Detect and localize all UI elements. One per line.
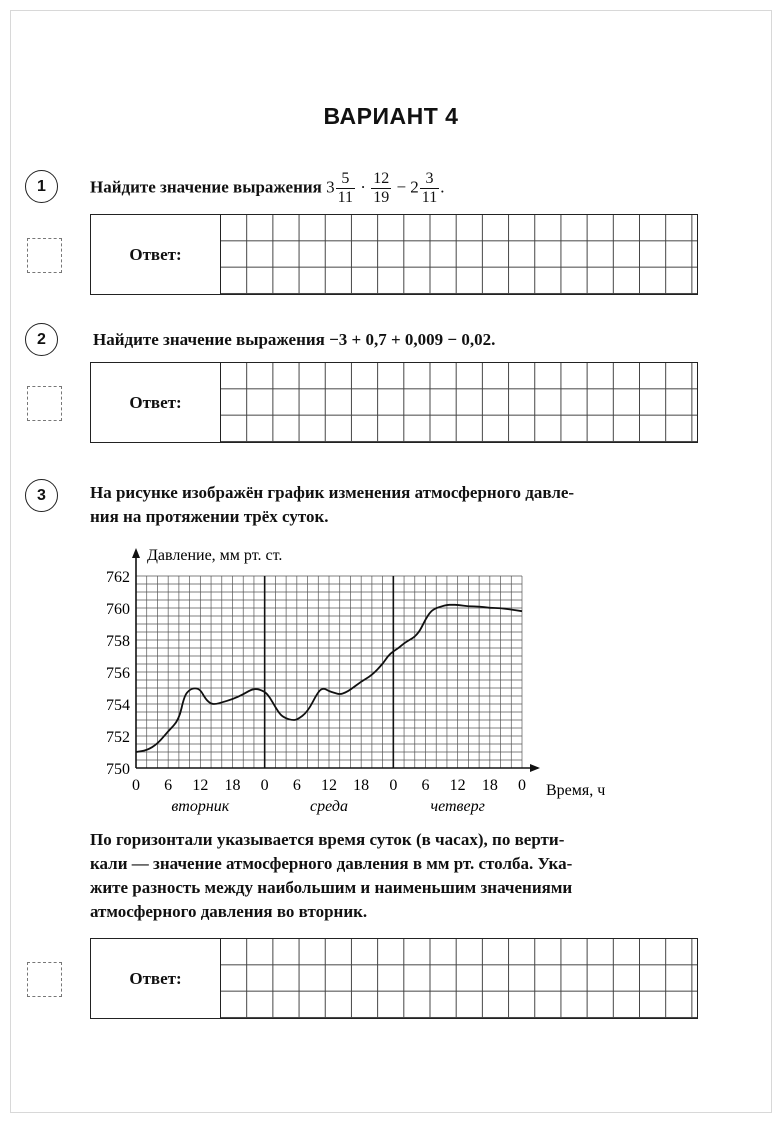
task-1-num3: 3 — [420, 170, 439, 189]
task-3-para-line-3: жите разность между наибольшим и наименьшим значениями — [90, 878, 573, 897]
task-1-num2: 12 — [373, 170, 390, 187]
task-3-para-line-1: По горизонтали указывается время суток (в часах), по верти- — [90, 830, 565, 849]
task-3-line-2: ния на протяжении трёх суток. — [90, 507, 329, 526]
task-number-2: 2 — [25, 323, 58, 356]
task-1-whole1: 3 — [326, 177, 335, 197]
task-3-para-line-2: кали — значение атмосферного давления в мм рт. столба. Ука- — [90, 854, 573, 873]
x-tick-label: 18 — [353, 777, 370, 794]
x-tick-label: 0 — [132, 777, 140, 794]
y-tick-label: 760 — [106, 601, 130, 618]
day-label: среда — [310, 798, 348, 815]
score-box-3 — [27, 962, 62, 997]
x-tick-label: 0 — [518, 777, 526, 794]
x-axis-arrow — [530, 764, 540, 772]
task-1-end: . — [440, 177, 445, 197]
x-tick-label: 6 — [421, 777, 430, 794]
x-tick-label: 18 — [481, 777, 498, 794]
y-axis-arrow — [132, 548, 140, 558]
y-tick-label: 754 — [106, 697, 130, 714]
x-axis-label: Время, ч — [546, 782, 606, 799]
y-tick-label: 758 — [106, 633, 130, 650]
page-title: ВАРИАНТ 4 — [323, 103, 459, 129]
task-3-paragraph — [90, 828, 700, 924]
answer-label-1: Ответ: — [91, 215, 221, 294]
x-tick-label: 12 — [321, 777, 337, 794]
answer-label-2: Ответ: — [91, 363, 221, 442]
task-3-para-line-4: атмосферного давления во вторник. — [90, 902, 368, 921]
task-3-line-1: На рисунке изображён график изменения атмосферного давле- — [90, 483, 575, 502]
task-1-num1: 5 — [336, 170, 355, 189]
x-tick-label: 0 — [260, 777, 269, 794]
task-1-minus: − — [396, 177, 407, 197]
task-2-text: Найдите значение выражения −3 + 0,7 + 0,009 − 0,02. — [93, 330, 496, 349]
x-tick-label: 12 — [449, 777, 466, 794]
task-1-den1: 11 — [337, 189, 354, 206]
day-label: четверг — [430, 798, 485, 815]
task-number-3: 3 — [25, 479, 58, 512]
y-tick-label: 762 — [106, 569, 130, 586]
task-1-whole2: 2 — [410, 177, 419, 197]
task-1-prefix: Найдите значение выражения — [90, 177, 322, 197]
task-number-1: 1 — [25, 170, 58, 203]
y-tick-label: 752 — [106, 729, 130, 746]
x-tick-label: 6 — [292, 777, 301, 794]
task-1-den3: 11 — [421, 189, 438, 206]
task-1-dot: · — [360, 177, 366, 197]
day-label: вторник — [171, 798, 230, 815]
chart-axes — [106, 547, 605, 815]
y-axis-label: Давление, мм рт. ст. — [147, 547, 283, 564]
x-tick-label: 0 — [389, 777, 398, 794]
y-tick-label: 750 — [106, 761, 130, 778]
answer-grid-3[interactable] — [221, 939, 697, 1018]
x-tick-label: 6 — [164, 777, 173, 794]
answer-box-3 — [90, 938, 698, 1019]
answer-label-3: Ответ: — [91, 939, 221, 1018]
x-tick-label: 18 — [224, 777, 241, 794]
y-tick-label: 756 — [106, 665, 130, 682]
task-1-den2: 19 — [373, 189, 390, 206]
chart-grid — [136, 576, 522, 768]
x-tick-label: 12 — [192, 777, 209, 794]
